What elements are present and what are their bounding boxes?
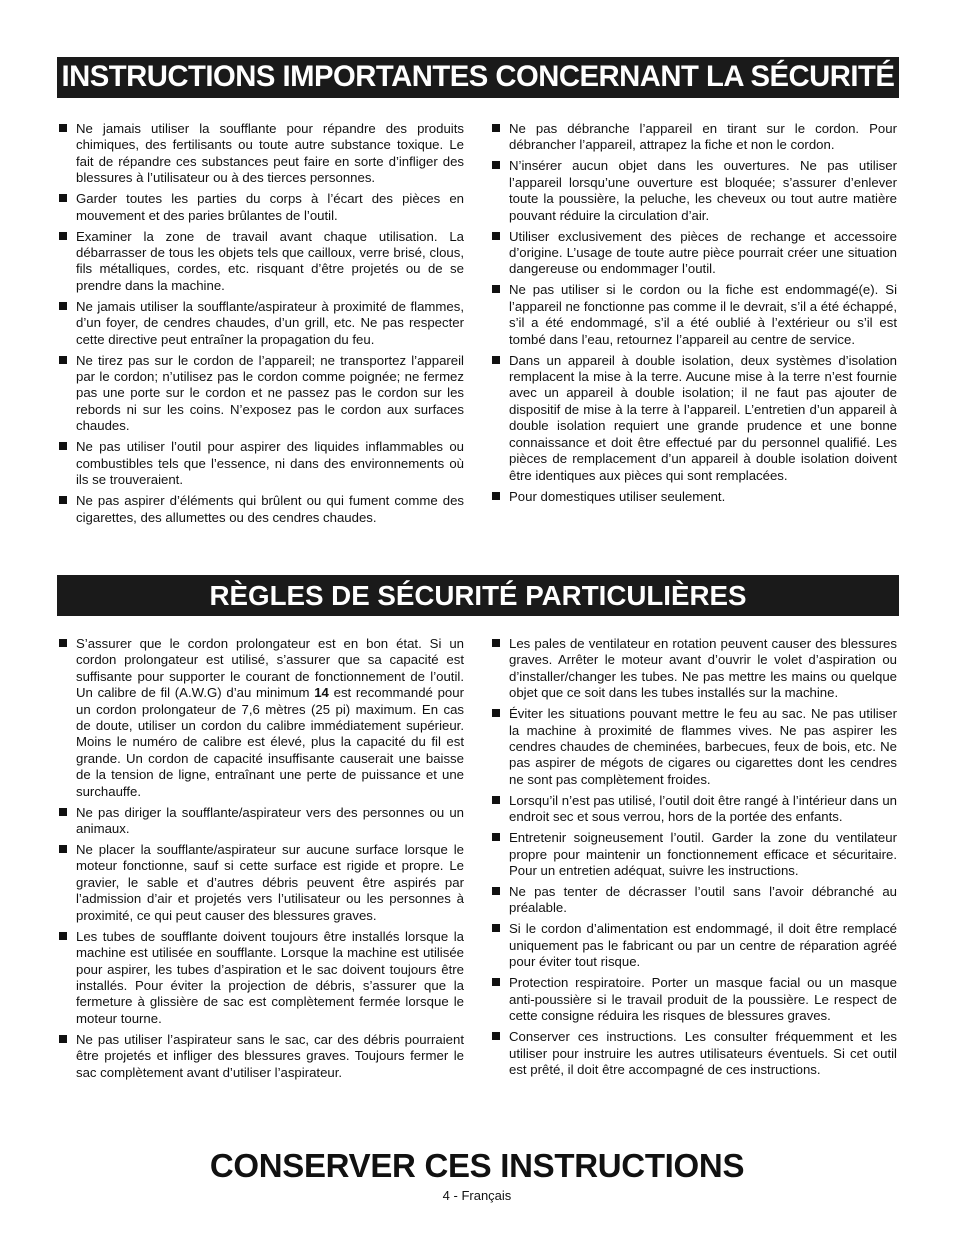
list-item: Ne jamais utiliser la soufflante pour répandre des produits chimiques, des fertilisants ou toute autre substance toxique. Le fait de répandre ces substances peut faire en sorte d’infliger des blessures à l’utilisateur ou à des tierces personnes. (57, 121, 464, 187)
list-item: Ne pas utiliser l’aspirateur sans le sac, car des débris pourraient être projetés et infliger des blessures graves. Toujours fermer le sac complètement avant d’utiliser l’aspirateur. (57, 1032, 464, 1081)
list-item: Examiner la zone de travail avant chaque utilisation. La débarrasser de tous les objets tels que cailloux, verre brisé, clous, fils métalliques, cordes, etc. risquant d’être projetés ou de se prendre dans la machine. (57, 229, 464, 295)
safety-instructions-right-column (490, 121, 897, 510)
list-item: Ne placer la soufflante/aspirateur sur aucune surface lorsque le moteur fonctionne, sauf si cette surface est rigide et propre. Le gravier, le sable et d’autres débris peuvent être aspirés par l’admission d’air et projetés vers l’utilisateur ou les personnes à proximité, ce qui peut causer des blessures graves. (57, 842, 464, 924)
list-item: Ne pas débranche l’appareil en tirant sur le cordon. Pour débrancher l’appareil, attrapez la fiche et non le cordon. (490, 121, 897, 154)
list-item: Ne pas utiliser l’outil pour aspirer des liquides inflammables ou combustibles tels que l’essence, ni dans des environnements où ils se trouveraient. (57, 439, 464, 488)
list-item: Lorsqu’il n’est pas utilisé, l’outil doit être rangé à l’intérieur dans un endroit sec et sous verrou, hors de la portée des enfants. (490, 793, 897, 826)
list-item: Si le cordon d’alimentation est endommagé, il doit être remplacé uniquement pas le fabricant ou par un centre de réparation agréé pour éviter tout risque. (490, 921, 897, 970)
specific-rules-right-column (490, 636, 897, 1083)
list-item: Éviter les situations pouvant mettre le feu au sac. Ne pas utiliser la machine à proximité de flammes vives. Ne pas aspirer les cendres chaudes de cheminées, barbecues, feux de bois, etc. Ne pas aspirer de mégots de cigares ou cigarettes dont les cendres ne sont pas complètement froides. (490, 706, 897, 788)
list-item: Utiliser exclusivement des pièces de rechange et accessoire d’origine. L’usage de toute autre pièce pourrait créer une situation dangereuse ou endommager l’outil. (490, 229, 897, 278)
list-item: Pour domestiques utiliser seulement. (490, 489, 897, 505)
save-instructions-title: CONSERVER CES INSTRUCTIONS (209, 1147, 745, 1184)
specific-rules-left-column (57, 636, 464, 1086)
list-item: Les tubes de soufflante doivent toujours être installés lorsque la machine est utilisée en soufflante. Lorsque la machine est utilisée pour aspirer, les tubes d’aspiration et le sac doivent toujours être installés. Pour éviter la projection de débris, s’assurer que la fermeture à glissière de sac est complètement fermée lorsque le moteur tourne. (57, 929, 464, 1027)
list-item: N’insérer aucun objet dans les ouvertures. Ne pas utiliser l’appareil lorsqu’une ouverture est bloquée; s’assurer d’enlever toute la poussière, la peluche, les cheveux ou tout autre matière pouvant réduire la circulation d’air. (490, 158, 897, 224)
list-item (57, 636, 464, 800)
list-item: Ne jamais utiliser la soufflante/aspirateur à proximité de flammes, d’un foyer, de cendres chaudes, d’un grill, etc. Ne pas respecter cette directive peut entraîner la propagation du feu. (57, 299, 464, 348)
list-item: Les pales de ventilateur en rotation peuvent causer des blessures graves. Arrêter le moteur avant d’ouvrir le volet d’aspiration ou d’installer/changer les tubes. Ne pas mettre les mains ou quelque objet que ce soit dans les tubes installés sur la machine. (490, 636, 897, 702)
list-item: Dans un appareil à double isolation, deux systèmes d’isolation remplacent la mise à la terre. Aucune mise à la terre n’est fournie avec un appareil à double isolation; il ne faut pas ajouter de dispositif de mise à la terre à l’appareil. L’entretien d’un appareil à double isolation requiert une grande prudence et une bonne connaissance et doit être effectué par du personnel qualifié. Les pièces de remplacement d’un appareil à double isolation doivent être identiques aux pièces qui sont remplacées. (490, 353, 897, 484)
list-item: Ne pas aspirer d’éléments qui brûlent ou qui fument comme des cigarettes, des allumettes ou des cendres chaudes. (57, 493, 464, 526)
section-heading-specific-rules: RÈGLES DE SÉCURITÉ PARTICULIÈRES (57, 575, 899, 616)
list-item: Garder toutes les parties du corps à l’écart des pièces en mouvement et des paries brûlantes de l’outil. (57, 191, 464, 224)
list-item-text: est recommandé pour un cordon prolongateur de 7,6 mètres (25 pi) maximum. En cas de doute, utiliser un cordon du calibre immédiatement supérieur. Moins le numéro de calibre est élevé, plus la capacité du fil est grande. Un cordon de capacité insuffisante causerait une baisse de la tension de ligne, entraînant une perte de puissance et une surchauffe. (76, 685, 464, 799)
list-item: Ne pas tenter de décrasser l’outil sans l’avoir débranché au préalable. (490, 884, 897, 917)
list-item: Ne pas diriger la soufflante/aspirateur vers des personnes ou un animaux. (57, 805, 464, 838)
list-item: Entretenir soigneusement l’outil. Garder la zone du ventilateur propre pour maintenir un fonctionnement efficace et sécuritaire. Pour un entretien adéquat, suivre les instructions. (490, 830, 897, 879)
list-item: Protection respiratoire. Porter un masque facial ou un masque anti-poussière si le travail produit de la poussière. Le respect de cette consigne réduira les risques de blessures graves. (490, 975, 897, 1024)
list-item: Conserver ces instructions. Les consulter fréquemment et les utiliser pour instruire les autres utilisateurs éventuels. Si cet outil est prêté, il doit être accompagné de ces instructions. (490, 1029, 897, 1078)
list-item: Ne tirez pas sur le cordon de l’appareil; ne transportez l’appareil par le cordon; n’utilisez pas le cordon comme poignée; ne fermez pas une porte sur le cordon et ne passez pas le cordon sur les rebords ni sur les coins. N’exposez pas le cordon aux surfaces chaudes. (57, 353, 464, 435)
list-item: Ne pas utiliser si le cordon ou la fiche est endommagé(e). Si l’appareil ne fonctionne pas comme il le devrait, s’il a été échappé, s’il a été endommagé, s’il a été oublié à l’extérieur ou s’il est tombé dans l’eau, retournez l’appareil au centre de service. (490, 282, 897, 348)
page-number: 4 - Français (442, 1188, 512, 1203)
section-heading-safety-instructions: INSTRUCTIONS IMPORTANTES CONCERNANT LA SÉCURITÉ (57, 57, 899, 98)
safety-instructions-left-column (57, 121, 464, 531)
list-item-text: S’assurer que le cordon prolongateur est en bon état. Si un cordon prolongateur est utilisé, s’assurer que sa capacité est suffisante pour supporter le courant de fonctionnement de l’outil. Un calibre de fil (A.W.G) d’au minimum (76, 636, 464, 701)
wire-gauge-value: 14 (314, 685, 329, 701)
